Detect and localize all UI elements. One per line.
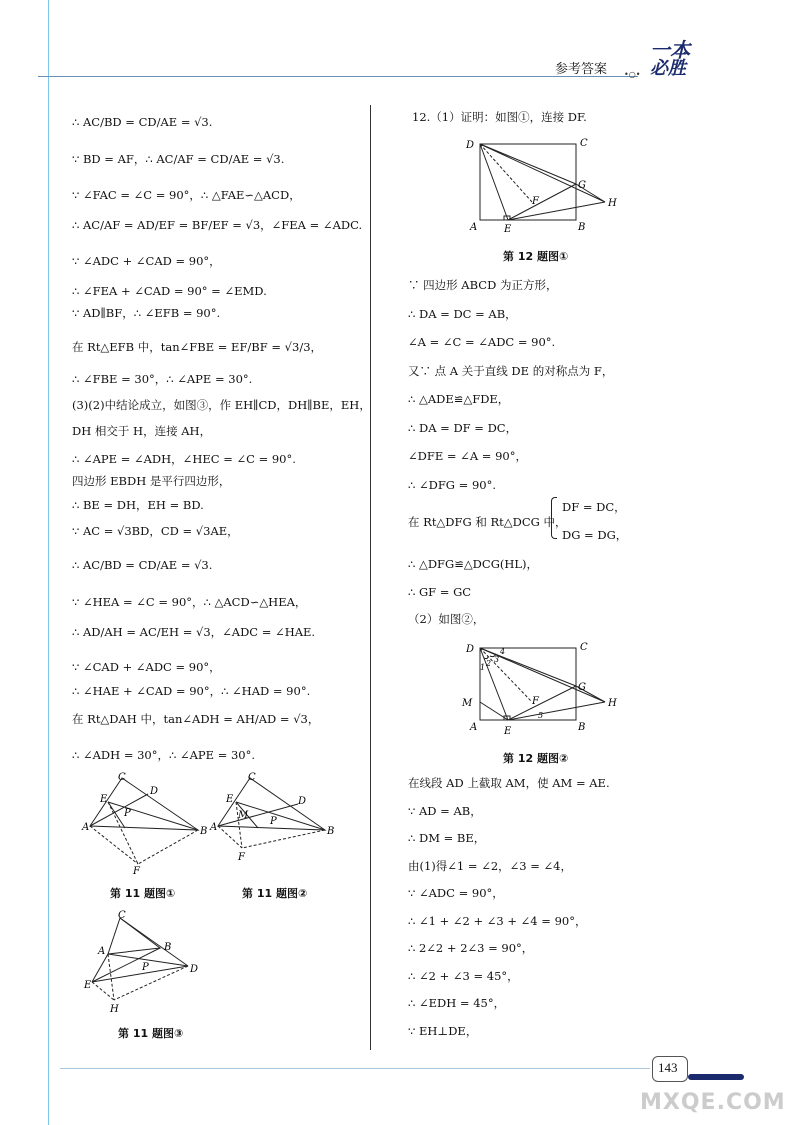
- q12-part2-line: ∴ ∠EDH = 45°，: [408, 996, 506, 1010]
- label-F: F: [238, 852, 245, 863]
- label-A: A: [470, 722, 478, 733]
- brace: [551, 497, 557, 539]
- label-B: B: [327, 826, 335, 837]
- q12-part1-line: ∴ △ADE≌△FDE，: [408, 392, 510, 406]
- q12-part2-line: ∴ ∠1 + ∠2 + ∠3 + ∠4 = 90°，: [408, 913, 587, 928]
- caption-fig12-2: 第 12 题图②: [503, 752, 569, 765]
- page-number: 143: [658, 1060, 678, 1075]
- label-A: A: [210, 822, 218, 833]
- figure-12-2: [460, 636, 625, 741]
- label-B: B: [578, 222, 586, 233]
- label-F: F: [532, 196, 539, 207]
- label-D: D: [298, 796, 307, 807]
- label-B: B: [578, 722, 586, 733]
- label-P: P: [270, 816, 277, 827]
- label-H: H: [608, 198, 617, 209]
- q12-part1b-line: ∴ GF = GC: [408, 585, 472, 599]
- solution-line: 四边形 EBDH 是平行四边形，: [72, 474, 231, 488]
- label-B: B: [200, 826, 208, 837]
- solution-line: ∵ ∠HEA = ∠C = 90°，∴ △ACD∽△HEA，: [72, 595, 307, 609]
- header-rule: [38, 76, 638, 77]
- q12-part1-line: ∠DFE = ∠A = 90°，: [408, 449, 527, 463]
- label-E: E: [504, 726, 512, 737]
- label-D: D: [466, 644, 475, 655]
- label-B: B: [164, 942, 172, 953]
- label-M: M: [238, 810, 249, 821]
- solution-line: ∴ ∠HAE + ∠CAD = 90°，∴ ∠HAD = 90°.: [72, 684, 311, 698]
- q12-part2-line: ∵ ∠ADC = 90°，: [408, 886, 504, 900]
- label-E: E: [504, 224, 512, 235]
- figure-11-1: [80, 768, 210, 878]
- solution-line: ∵ BD = AF，∴ AC/AF = CD/AE = √3.: [72, 152, 285, 166]
- figure-12-1: [460, 132, 625, 237]
- label-D: D: [150, 786, 159, 797]
- solution-line: ∵ AD∥BF，∴ ∠EFB = 90°.: [72, 306, 221, 320]
- label-D: D: [190, 964, 199, 975]
- label-P: P: [124, 808, 131, 819]
- q12-part1b-line: ∴ △DFG≌△DCG(HL)，: [408, 557, 539, 571]
- label-C: C: [118, 910, 126, 921]
- solution-line: ∴ ∠FEA + ∠CAD = 90° = ∠EMD.: [72, 284, 267, 298]
- angle-1: 1: [480, 663, 486, 672]
- brace-prefix: 在 Rt△DFG 和 Rt△DCG 中，: [408, 515, 567, 529]
- q12-part2-line: 在线段 AD 上截取 AM，使 AM = AE.: [408, 776, 610, 790]
- solution-line: ∵ AC = √3BD，CD = √3AE，: [72, 524, 239, 538]
- solution-line: ∴ ∠APE = ∠ADH，∠HEC = ∠C = 90°.: [72, 452, 296, 466]
- solution-line: ∴ ∠FBE = 30°，∴ ∠APE = 30°.: [72, 372, 253, 386]
- dots-ornament: •○•: [624, 70, 641, 79]
- q12-part2-line: ∴ ∠2 + ∠3 = 45°，: [408, 968, 519, 983]
- logo-line1: 一本: [650, 38, 690, 62]
- logo-line2: 必胜: [650, 58, 686, 79]
- caption-fig11-2: 第 11 题图②: [242, 887, 308, 900]
- label-C: C: [248, 772, 256, 783]
- solution-line: ∴ BE = DH，EH = BD.: [72, 498, 204, 512]
- q12-intro: 12.（1）证明：如图①，连接 DF.: [412, 110, 587, 124]
- solution-line: ∴ ∠ADH = 30°，∴ ∠APE = 30°.: [72, 748, 256, 762]
- solution-line: ∴ AC/BD = CD/AE = √3.: [72, 558, 213, 572]
- solution-line: ∴ AD/AH = AC/EH = √3，∠ADC = ∠HAE.: [72, 625, 316, 639]
- angle-3: 3: [494, 655, 500, 664]
- q12-part1-line: ∴ DA = DF = DC，: [408, 420, 518, 435]
- label-M: M: [462, 698, 473, 709]
- label-E: E: [100, 794, 108, 805]
- figure-11-3: [80, 908, 210, 1018]
- solution-line: ∵ ∠CAD + ∠ADC = 90°，: [72, 660, 221, 674]
- label-F: F: [133, 866, 140, 877]
- q12-part2-line: ∴ 2∠2 + 2∠3 = 90°，: [408, 941, 534, 955]
- q12-part1-line: ∴ ∠DFG = 90°.: [408, 477, 496, 492]
- q12-part2-line: ∵ EH⊥DE，: [408, 1023, 478, 1038]
- angle-2: 2: [486, 659, 492, 668]
- label-G: G: [578, 180, 586, 191]
- margin-line: [48, 0, 49, 1125]
- solution-line: ∴ AC/BD = CD/AE = √3.: [72, 115, 213, 129]
- caption-fig11-3: 第 11 题图③: [118, 1027, 184, 1040]
- figure-11-2: [210, 768, 340, 878]
- solution-line: 在 Rt△EFB 中，tan∠FBE = EF/BF = √3/3，: [72, 340, 323, 354]
- watermark: MXQE.COM: [640, 1090, 786, 1115]
- solution-line: ∵ ∠ADC + ∠CAD = 90°，: [72, 254, 221, 268]
- q12-part2-line: ∴ DM = BE，: [408, 831, 486, 845]
- solution-line: ∵ ∠FAC = ∠C = 90°，∴ △FAE∽△ACD，: [72, 188, 301, 202]
- solution-line: 在 Rt△DAH 中，tan∠ADH = AH/AD = √3，: [72, 712, 320, 726]
- caption-fig11-1: 第 11 题图①: [110, 887, 176, 900]
- label-E: E: [226, 794, 234, 805]
- label-C: C: [580, 138, 588, 149]
- q12-part1-line: 又∵ 点 A 关于直线 DE 的对称点为 F，: [408, 363, 614, 378]
- solution-line: DH 相交于 H，连接 AH，: [72, 424, 212, 438]
- q12-part1-line: ∵ 四边形 ABCD 为正方形，: [408, 278, 558, 292]
- label-G: G: [578, 682, 586, 693]
- label-A: A: [82, 822, 90, 833]
- label-H: H: [110, 1004, 119, 1015]
- angle-5: 5: [538, 711, 544, 720]
- brace-top: DF = DC，: [562, 500, 626, 514]
- caption-fig12-1: 第 12 题图①: [503, 250, 569, 263]
- angle-4: 4: [500, 647, 506, 656]
- brace-bottom: DG = DG，: [562, 528, 628, 542]
- section-title: 参考答案: [555, 62, 608, 77]
- footer-rule: [60, 1068, 650, 1069]
- solution-line: ∴ AC/AF = AD/EF = BF/EF = √3，∠FEA = ∠ADC.: [72, 218, 363, 232]
- label-C: C: [580, 642, 588, 653]
- label-A: A: [98, 946, 106, 957]
- solution-line: (3)(2)中结论成立，如图③，作 EH∥CD，DH∥BE，EH，: [72, 398, 371, 412]
- part2-intro: （2）如图②，: [408, 612, 485, 626]
- label-C: C: [118, 772, 126, 783]
- label-E: E: [84, 980, 92, 991]
- label-H: H: [608, 698, 617, 709]
- label-A: A: [470, 222, 478, 233]
- q12-part1-line: ∠A = ∠C = ∠ADC = 90°.: [408, 335, 556, 349]
- q12-part2-line: 由(1)得∠1 = ∠2，∠3 = ∠4，: [408, 858, 572, 873]
- footer-bar: [688, 1074, 744, 1080]
- label-F: F: [532, 696, 539, 707]
- label-P: P: [142, 962, 149, 973]
- label-D: D: [466, 140, 475, 151]
- q12-part1-line: ∴ DA = DC = AB，: [408, 306, 517, 321]
- q12-part2-line: ∵ AD = AB，: [408, 803, 482, 818]
- column-divider: [370, 105, 371, 1050]
